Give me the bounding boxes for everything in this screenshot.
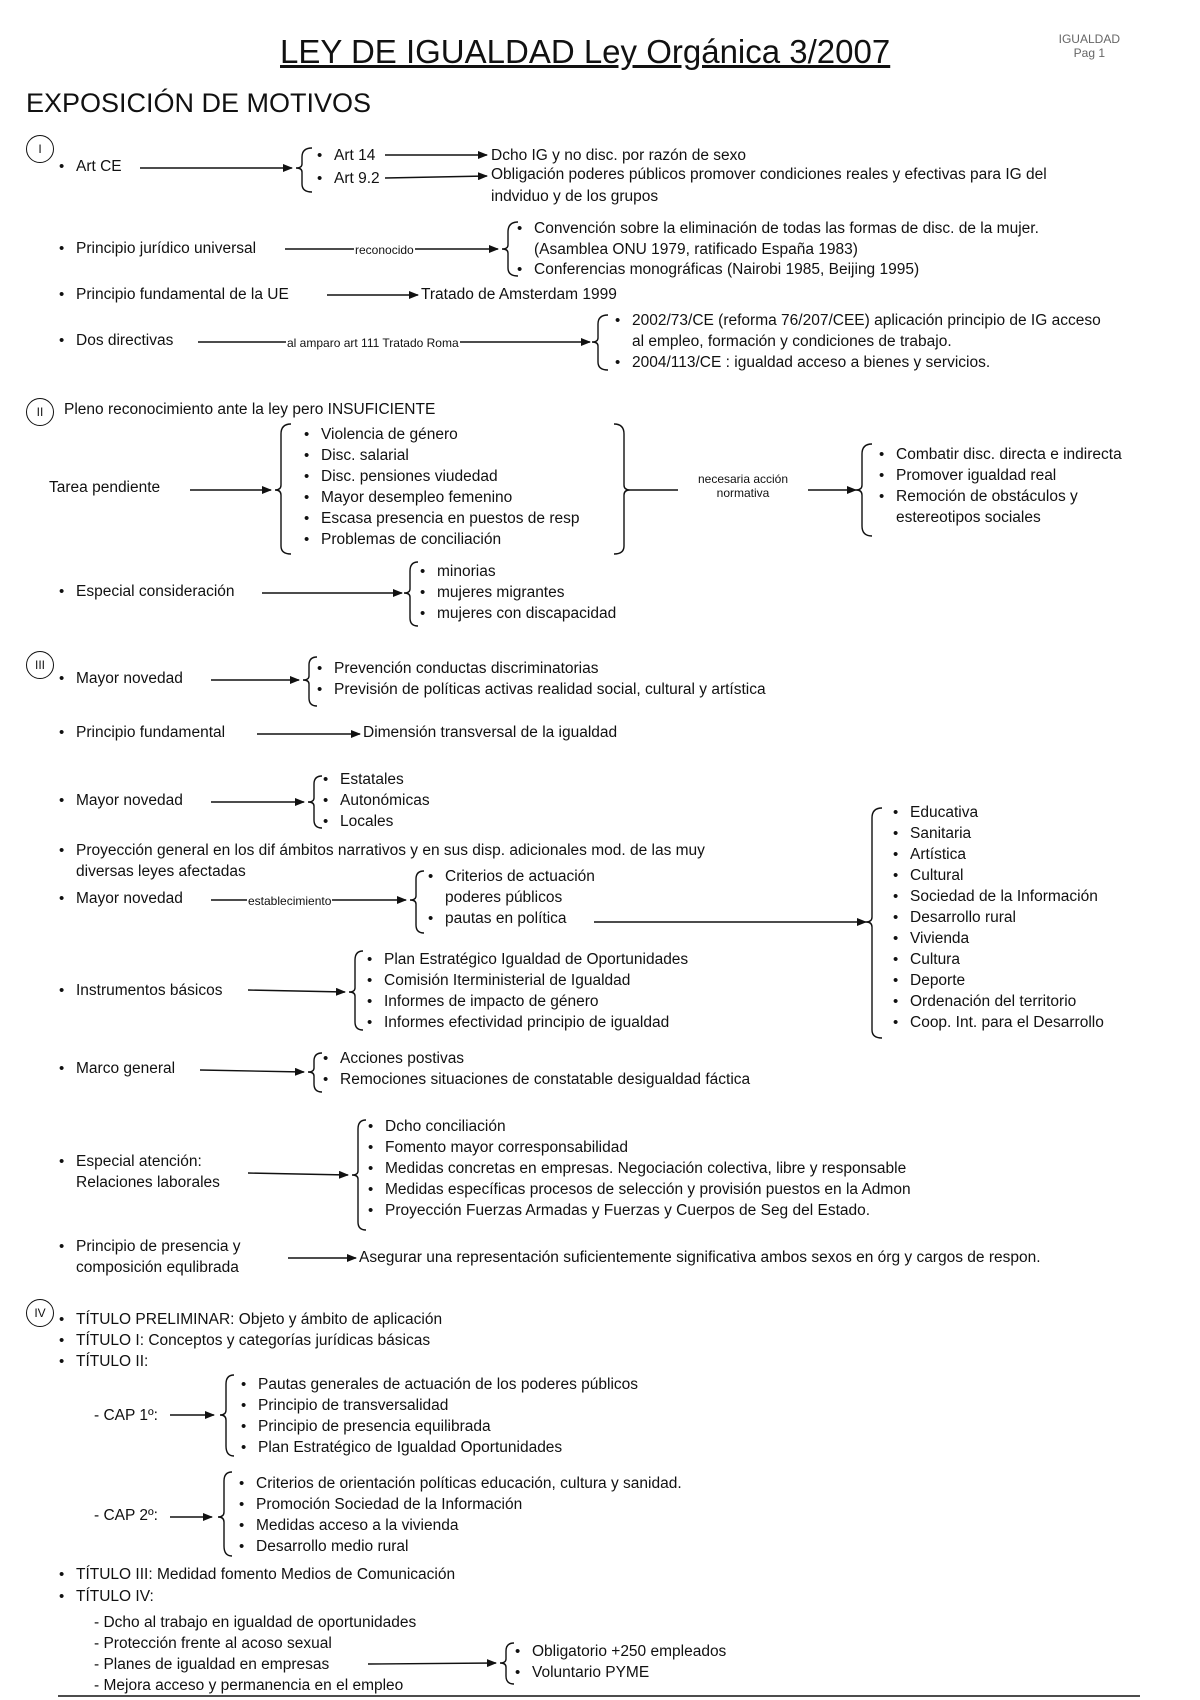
criterios-line2: poderes públicos [445,889,563,906]
mayor2-list [340,769,430,832]
establecimiento-label: establecimiento [248,894,332,908]
instrumento-item: • Informes efectividad principio de igualdad [384,1012,688,1033]
arrow-esp [248,1173,348,1175]
brace-artce [296,148,312,192]
brace-tarea-right [614,424,630,554]
principio-fundamental-item: • Principio fundamental [76,722,225,743]
marco-list [340,1048,750,1090]
cap2-label: - CAP 2º: [94,1507,158,1524]
especial-atencion-line1: • Especial atención: [76,1153,202,1170]
art92-text-line2: indviduo y de los grupos [491,188,659,205]
groups-list [437,561,616,624]
area-item: • Ordenación del territorio [910,991,1104,1012]
especial-atencion-sub: • Medidas concretas en empresas. Negociación colectiva, libre y responsable [385,1158,911,1179]
area-item: • Cultura [910,949,1104,970]
planes-item: • Obligatorio +250 empleados [532,1641,726,1662]
tarea-item: • Disc. pensiones viudedad [321,466,580,487]
area-item: • Vivienda [910,928,1104,949]
instrumento-item: • Comisión Iterministerial de Igualdad [384,970,688,991]
principio-ue-item: • Principio fundamental de la UE [76,284,289,305]
proyeccion-line1: • Proyección general en los dif ámbitos narrativos y en sus disp. adicionales mod. de las muy [76,842,705,859]
art92-label: • Art 9.2 [334,168,380,189]
page-tag: IGUALDAD [1058,32,1120,46]
brace-mayor2 [308,776,322,828]
titulo-iii: • TÍTULO III: Medidad fomento Medios de Comunicación [76,1564,455,1585]
area-item: • Sanitaria [910,823,1104,844]
art14-label: • Art 14 [334,145,375,166]
action-item: • Promover igualdad real [896,465,1122,486]
group-item: • mujeres con discapacidad [437,603,616,624]
titulo-ii: • TÍTULO II: [76,1351,148,1372]
brace-principio [502,222,518,276]
especial-consideracion-item: • Especial consideración [76,581,235,602]
amparo-label: al amparo art 111 Tratado Roma [287,336,459,350]
titulo-iv-item: - Mejora acceso y permanencia en el empleo [94,1677,404,1694]
cap2-item: • Criterios de orientación políticas educación, cultura y sanidad. [256,1473,682,1494]
tarea-item: • Violencia de género [321,424,580,445]
cap1-item: • Principio de transversalidad [258,1395,638,1416]
proyeccion-line2: diversas leyes afectadas [76,863,246,880]
directiva-2002-item [632,310,1101,352]
reconocido-label: reconocido [355,243,414,257]
criterios-item [445,866,595,908]
section-number-2: II [26,398,54,426]
brace-esp [352,1120,366,1230]
area-item: • Educativa [910,802,1104,823]
convencion-item [534,218,1039,260]
directivas-item: • Dos directivas [76,330,173,351]
directiva-2004-item: • 2004/113/CE : igualdad acceso a bienes y servicios. [632,352,990,373]
titulo-preliminar: • TÍTULO PRELIMINAR: Objeto y ámbito de aplicación [76,1309,442,1330]
cap2-list [256,1473,682,1557]
titulo-iv-item: - Dcho al trabajo en igualdad de oportunidades [94,1614,417,1631]
mayor-novedad-2: • Mayor novedad [76,790,183,811]
pleno-reconocimiento: Pleno reconocimiento ante la ley pero INSUFICIENTE [64,401,436,418]
tarea-item: • Escasa presencia en puestos de resp [321,508,580,529]
area-item: • Artística [910,844,1104,865]
convencion-line1: • Convención sobre la eliminación de todas las formas de disc. de la mujer. [534,220,1039,237]
marco-general-item: • Marco general [76,1058,175,1079]
brace-areas [866,808,882,1038]
instrumento-item: • Plan Estratégico Igualdad de Oportunidades [384,949,688,970]
dimension-text: Dimensión transversal de la igualdad [363,724,618,741]
criterios-line1: • Criterios de actuación [445,868,595,885]
section-number-1: I [26,135,54,163]
pautas-item: • pautas en política [445,908,595,929]
instrumentos-item: • Instrumentos básicos [76,980,222,1001]
art-ce-item: • Art CE [76,156,122,177]
mayor-novedad-1: • Mayor novedad [76,668,183,689]
planes-item: • Voluntario PYME [532,1662,726,1683]
criterios-list [445,866,595,929]
principio-universal-item: • Principio jurídico universal [76,238,256,259]
area-item: • Coop. Int. para el Desarrollo [910,1012,1104,1033]
cap2-item: • Medidas acceso a la vivienda [256,1515,682,1536]
group-item: • mujeres migrantes [437,582,616,603]
especial-atencion-list [385,1116,911,1221]
cap2-item: • Promoción Sociedad de la Información [256,1494,682,1515]
brace-marco [308,1053,322,1092]
section-number-3: III [26,651,54,679]
brace-directivas [592,315,608,370]
art92-text-line1: Obligación poderes públicos promover condiciones reales y efectivas para IG del [491,166,1047,183]
arrow-instr [248,990,345,992]
brace-mayor1 [303,657,317,706]
brace-planes [500,1643,514,1684]
cap2-item: • Desarrollo medio rural [256,1536,682,1557]
area-item: • Cultural [910,865,1104,886]
art14-text: Dcho IG y no disc. por razón de sexo [491,147,747,164]
amsterdam-text: Tratado de Amsterdam 1999 [421,286,617,303]
proyeccion-item [76,840,705,882]
cap1-item: • Principio de presencia equilibrada [258,1416,638,1437]
planes-list [532,1641,726,1683]
action-item-continued: estereotipos sociales [896,509,1041,526]
tarea-list [321,424,580,550]
group-item: • minorias [437,561,616,582]
presencia-line2: composición equlibrada [76,1259,239,1276]
mayor2-item: • Estatales [340,769,430,790]
marco-item: • Acciones postivas [340,1048,750,1069]
cap1-item: • Plan Estratégico de Igualdad Oportunidades [258,1437,638,1458]
arrow-marco [200,1070,304,1072]
conferencias-item: • Conferencias monográficas (Nairobi 1985, Beijing 1995) [534,259,919,280]
action-item: • Combatir disc. directa e indirecta [896,444,1122,465]
especial-atencion-sub: • Proyección Fuerzas Armadas y Fuerzas y Cuerpos de Seg del Estado. [385,1200,911,1221]
area-item: • Deporte [910,970,1104,991]
cap1-list [258,1374,638,1458]
section-heading: EXPOSICIÓN DE MOTIVOS [26,88,372,118]
area-item: • Desarrollo rural [910,907,1104,928]
brace-cap1 [220,1375,234,1456]
mayor1-item: • Prevención conductas discriminatorias [334,658,766,679]
titulo-iv: • TÍTULO IV: [76,1586,154,1607]
brace-groups [404,562,418,626]
tarea-item: • Problemas de conciliación [321,529,580,550]
marco-item: • Remociones situaciones de constatable desigualdad fáctica [340,1069,750,1090]
titulo-iv-item: - Protección frente al acoso sexual [94,1635,332,1652]
especial-atencion-sub: • Dcho conciliación [385,1116,911,1137]
especial-atencion-sub: • Medidas específicas procesos de selección y provisión puestos en la Admon [385,1179,911,1200]
tarea-pendiente-label: Tarea pendiente [49,479,161,496]
arrow-art92 [385,176,487,178]
necesaria-line2: normativa [716,486,770,500]
mayor1-list [334,658,766,700]
directiva-2002-line2: al empleo, formación y condiciones de trabajo. [632,333,952,350]
mayor2-item: • Locales [340,811,430,832]
brace-instr [349,951,363,1030]
section-number-4: IV [26,1299,54,1327]
tarea-item: • Mayor desempleo femenino [321,487,580,508]
mayor1-item: • Previsión de políticas activas realidad social, cultural y artística [334,679,766,700]
presencia-line1: • Principio de presencia y [76,1238,241,1255]
area-item: • Sociedad de la Información [910,886,1104,907]
directiva-2002-line1: • 2002/73/CE (reforma 76/207/CEE) aplicación principio de IG acceso [632,312,1101,329]
titulo-i: • TÍTULO I: Conceptos y categorías jurídicas básicas [76,1330,430,1351]
mayor2-item: • Autonómicas [340,790,430,811]
convencion-line2: (Asamblea ONU 1979, ratificado España 1983) [534,241,858,258]
cap1-label: - CAP 1º: [94,1407,158,1424]
titulo-iv-item: - Planes de igualdad en empresas [94,1656,330,1673]
areas-list [910,802,1104,1033]
page-number: Pag 1 [1073,46,1105,60]
brace-actions [856,444,872,536]
presencia-item [76,1236,241,1278]
titulo-iv-list [94,1612,416,1696]
especial-atencion-line2: Relaciones laborales [76,1174,220,1191]
brace-cap2 [218,1472,232,1556]
tarea-item: • Disc. salarial [321,445,580,466]
mayor-novedad-3: • Mayor novedad [76,888,183,909]
especial-atencion-sub: • Fomento mayor corresponsabilidad [385,1137,911,1158]
asegurar-text: Asegurar una representación suficientemente significativa ambos sexos en órg y cargos de respon. [359,1249,1041,1266]
instrumentos-list [384,949,688,1033]
cap1-item: • Pautas generales de actuación de los poderes públicos [258,1374,638,1395]
document-title: LEY DE IGUALDAD Ley Orgánica 3/2007 [280,33,891,70]
especial-atencion-item [76,1151,220,1193]
necesaria-line1: necesaria acción [697,472,789,486]
brace-tarea-left [275,424,291,554]
actions-list [896,444,1122,528]
action-item: • Remoción de obstáculos y [896,486,1122,507]
instrumento-item: • Informes de impacto de género [384,991,688,1012]
necesaria-accion-label [678,472,808,500]
